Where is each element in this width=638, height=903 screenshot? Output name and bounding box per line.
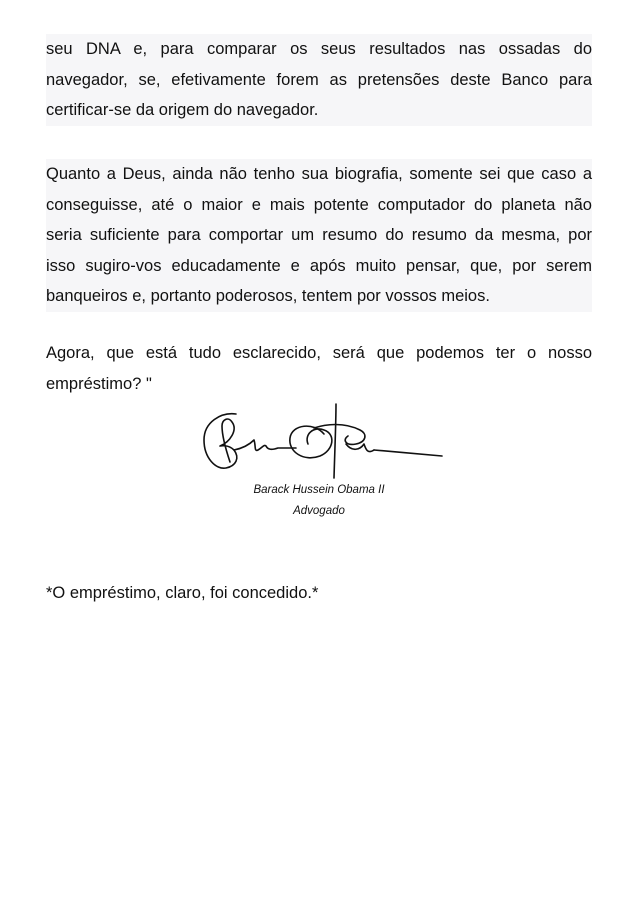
text-line: certificar-se da origem do navegador. (46, 101, 319, 119)
paragraph-emprestimo (46, 338, 592, 399)
text-line: Agora, que está tudo esclarecido, será que podemos ter o nosso (46, 344, 592, 362)
text-line: seria suficiente para comportar um resumo do resumo da mesma, por (46, 226, 592, 244)
paragraph-dna (46, 34, 592, 126)
text-line: Quanto a Deus, ainda não tenho sua biografia, somente sei que caso a (46, 165, 592, 183)
text-line: navegador, se, efetivamente forem as pretensões deste Banco para (46, 70, 592, 89)
text-line: empréstimo? " (46, 374, 152, 393)
text-line: banqueiros e, portanto poderosos, tentem por vossos meios. (46, 287, 490, 305)
signatory-name: Barack Hussein Obama II (253, 484, 385, 496)
paragraph-conclusion (46, 578, 592, 609)
text-line: isso sugiro-vos educadamente e após muito pensar, que, por serem (46, 256, 592, 275)
handwritten-signature (196, 400, 448, 480)
signatory-title: Advogado (293, 505, 345, 517)
text-line: conseguisse, até o maior e mais potente computador do planeta não (46, 195, 592, 214)
text-line: seu DNA e, para comparar os seus resultados nas ossadas do (46, 40, 592, 58)
paragraph-deus (46, 159, 592, 312)
text-line: *O empréstimo, claro, foi concedido.* (46, 584, 319, 602)
